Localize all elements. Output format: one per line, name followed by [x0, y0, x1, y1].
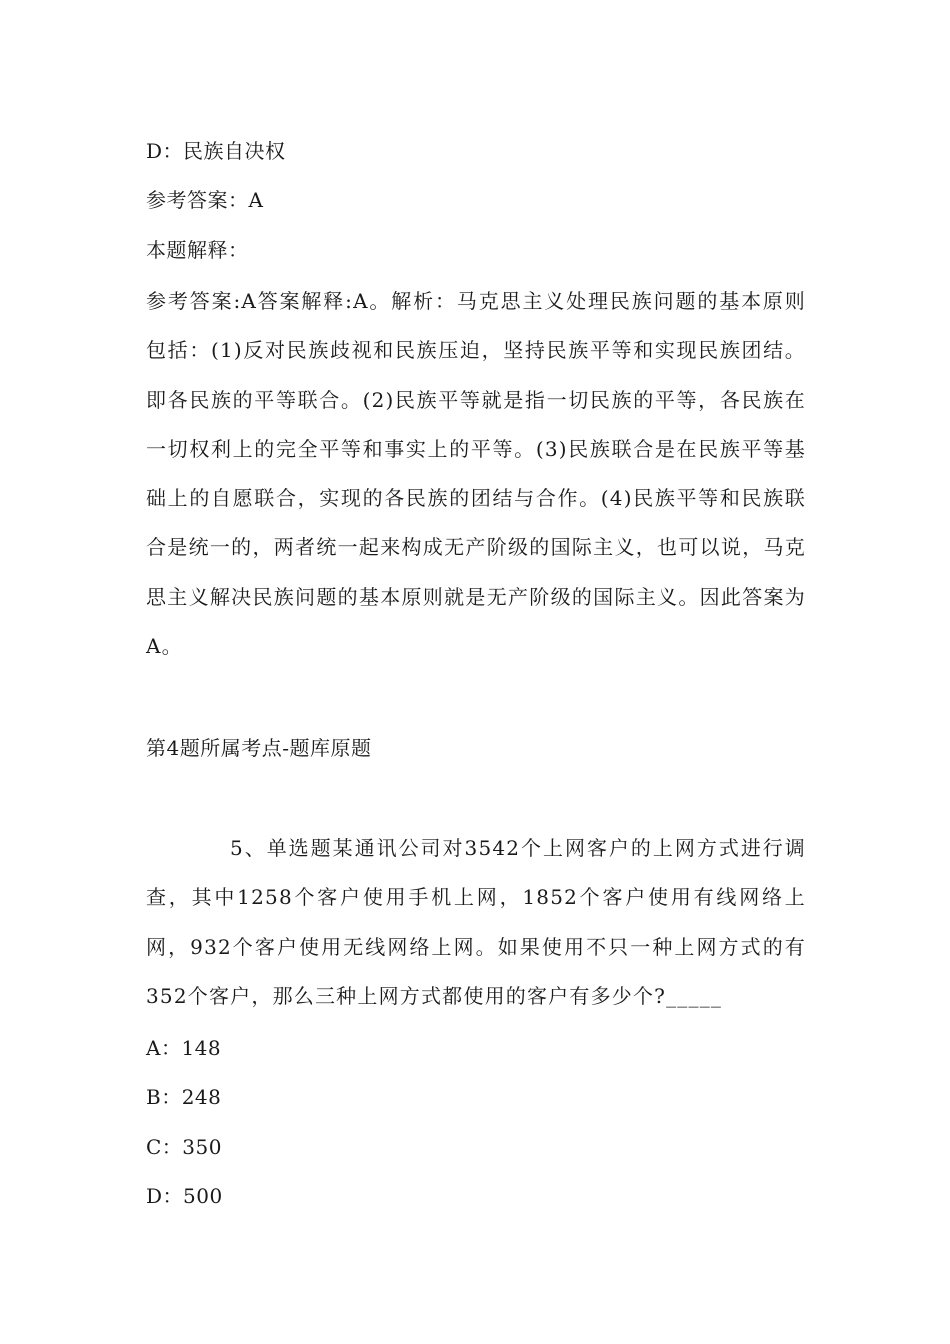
option-d: D：500: [146, 1184, 223, 1208]
option-b: B：248: [146, 1085, 222, 1109]
option-c: C：350: [146, 1135, 222, 1159]
topic-label: 第4题所属考点-题库原题: [146, 736, 372, 760]
question-stem: 5、单选题某通讯公司对3542个上网客户的上网方式进行调查，其中1258个客户使用手机上网，1852个客户使用有线网络上网，932个客户使用无线网络上网。如果使用不只一种上网方式的有352个客户，那么三种上网方式都使用的客户有多少个?_____: [146, 836, 806, 1008]
explanation-heading: 本题解释：: [146, 238, 249, 262]
option-a: A：148: [146, 1036, 222, 1060]
prev-option-d: D：民族自决权: [146, 139, 286, 163]
explanation-paragraph: 参考答案:A答案解释:A。解析：马克思主义处理民族问题的基本原则包括：(1)反对民族歧视和民族压迫，坚持民族平等和实现民族团结。即各民族的平等联合。(2)民族平等就是指一切民族的平等，各民族在一切权利上的完全平等和事实上的平等。(3)民族联合是在民族平等基础上的自愿联合，实现的各民族的团结与合作。(4)民族平等和民族联合是统一的，两者统一起来构成无产阶级的国际主义，也可以说，马克思主义解决民族问题的基本原则就是无产阶级的国际主义。因此答案为A。: [146, 289, 806, 659]
prev-answer: 参考答案：A: [146, 188, 264, 212]
